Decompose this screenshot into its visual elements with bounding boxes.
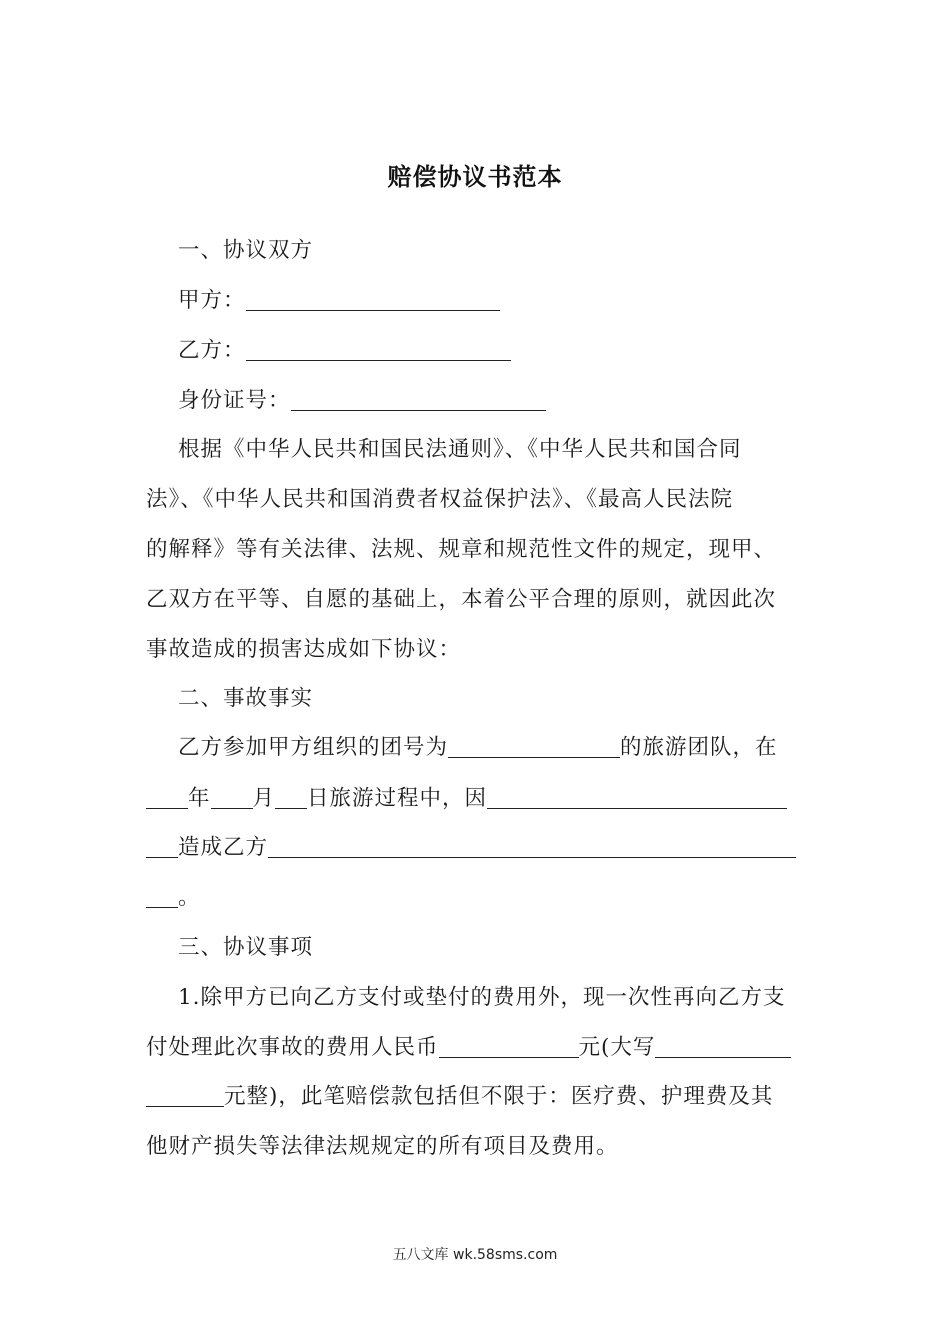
- para1-line: 事故造成的损害达成如下协议：: [146, 637, 462, 662]
- item1-line-1: 1.除甲方已向乙方支付或垫付的费用外，现一次性再向乙方支: [178, 985, 786, 1010]
- id-number-line: [178, 386, 546, 416]
- party-b-label: 乙方：: [178, 338, 246, 363]
- cause-blank-continued[interactable]: [146, 835, 178, 858]
- document-title: 赔偿协议书范本: [387, 163, 563, 191]
- para1-line: 乙双方在平等、自愿的基础上，本着公平合理的原则，就因此次: [146, 587, 777, 612]
- amount-blank[interactable]: [439, 1035, 579, 1058]
- amount-in-words-blank-continued[interactable]: [146, 1084, 224, 1107]
- item1-line-4: 他财产损失等法律法规规定的所有项目及费用。: [146, 1134, 619, 1159]
- injury-blank[interactable]: [268, 835, 796, 858]
- party-a-label: 甲方：: [178, 288, 246, 313]
- facts-text: 日旅游过程中，因: [307, 786, 488, 811]
- party-b-blank[interactable]: [246, 338, 511, 361]
- facts-text: 的旅游团队，在: [620, 735, 778, 760]
- section3-heading: 三、协议事项: [178, 935, 314, 960]
- tour-group-number-blank[interactable]: [448, 735, 620, 758]
- party-b-line: [178, 336, 511, 366]
- id-number-label: 身份证号：: [178, 388, 291, 413]
- year-label: 年: [188, 786, 211, 811]
- item1-text: 元(大写: [578, 1035, 656, 1060]
- item1-line-2: [146, 1033, 791, 1063]
- facts-text: 乙方参加甲方组织的团号为: [178, 735, 449, 760]
- facts-line-4: [146, 883, 201, 913]
- day-blank[interactable]: [275, 786, 307, 809]
- facts-text: 造成乙方: [178, 835, 269, 860]
- item1-text: 元整)，此笔赔偿款包括但不限于：医疗费、护理费及其: [224, 1084, 774, 1109]
- cause-blank[interactable]: [487, 786, 787, 809]
- injury-blank-continued[interactable]: [146, 885, 178, 908]
- para1-line: 的解释》等有关法律、法规、规章和规范性文件的规定，现甲、: [146, 537, 777, 562]
- para1-line: 根据《中华人民共和国民法通则》、《中华人民共和国合同: [178, 437, 742, 462]
- id-number-blank[interactable]: [291, 388, 546, 411]
- facts-line-3: [146, 833, 796, 863]
- para1-line: 法》、《中华人民共和国消费者权益保护法》、《最高人民法院: [146, 487, 734, 512]
- month-label: 月: [252, 786, 276, 811]
- party-a-blank[interactable]: [246, 288, 500, 311]
- month-blank[interactable]: [211, 786, 253, 809]
- section1-heading: 一、协议双方: [178, 238, 314, 263]
- section2-heading: 二、事故事实: [178, 686, 314, 711]
- item1-line-3: [146, 1082, 773, 1112]
- item1-text: 付处理此次事故的费用人民币: [146, 1035, 439, 1060]
- period-mark: 。: [178, 885, 201, 910]
- facts-line-1: [178, 733, 778, 763]
- amount-in-words-blank[interactable]: [655, 1035, 791, 1058]
- facts-line-2: [146, 784, 787, 814]
- footer-watermark: 五八文库 wk.58sms.com: [392, 1247, 558, 1263]
- party-a-line: [178, 286, 500, 316]
- year-blank[interactable]: [146, 786, 188, 809]
